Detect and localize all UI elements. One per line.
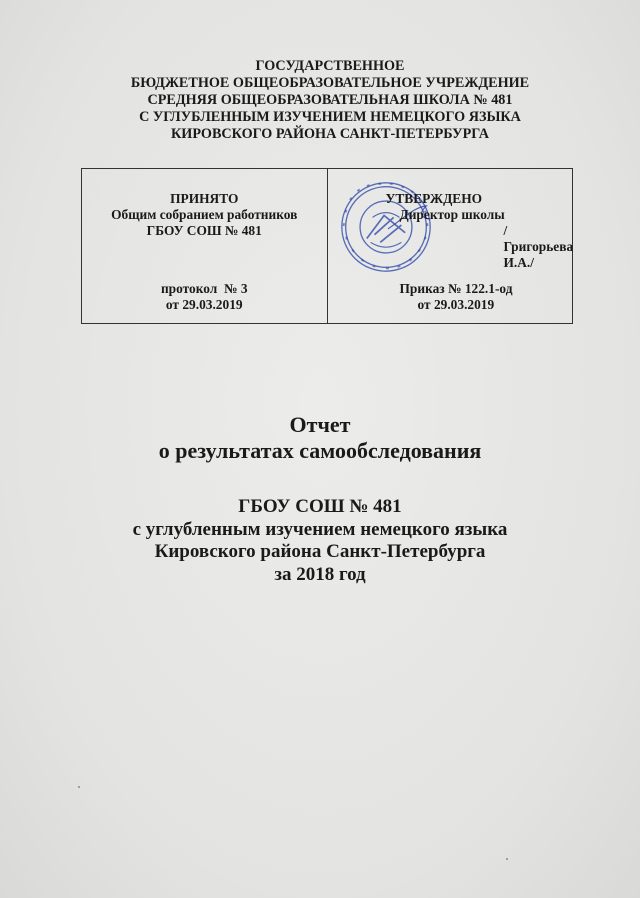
protocol-number: протокол № 3 xyxy=(160,281,248,296)
subtitle-line: за 2018 год xyxy=(274,563,366,585)
director-position: Директор школы xyxy=(399,207,505,222)
signature-name: /Григорьева И.А./ xyxy=(503,223,574,270)
accepted-by-line: ГБОУ СОШ № 481 xyxy=(146,223,262,238)
report-title xyxy=(60,412,580,464)
accepted-by-line: Общим собранием работников xyxy=(111,207,298,222)
accepted-heading: ПРИНЯТО xyxy=(170,191,239,206)
approved-heading: УТВЕРЖДЕНО xyxy=(385,191,483,206)
header-line: СРЕДНЯЯ ОБЩЕОБРАЗОВАТЕЛЬНАЯ ШКОЛА № 481 xyxy=(147,92,513,108)
organization-header xyxy=(60,58,600,143)
title-line: о результатах самообследования xyxy=(158,438,482,463)
order-date: от 29.03.2019 xyxy=(417,297,495,312)
subtitle-line: Кировского района Санкт-Петербурга xyxy=(154,541,486,562)
header-line: ГОСУДАРСТВЕННОЕ xyxy=(255,58,405,74)
scan-speck xyxy=(78,786,80,788)
scan-speck xyxy=(506,858,508,860)
report-subtitle xyxy=(60,496,580,586)
approved-cell xyxy=(327,169,573,323)
subtitle-line: ГБОУ СОШ № 481 xyxy=(238,496,402,517)
protocol-date: от 29.03.2019 xyxy=(165,297,243,312)
header-line: КИРОВСКОГО РАЙОНА САНКТ-ПЕТЕРБУРГА xyxy=(171,126,489,142)
header-line: БЮДЖЕТНОЕ ОБЩЕОБРАЗОВАТЕЛЬНОЕ УЧРЕЖДЕНИЕ xyxy=(130,75,530,91)
header-line: С УГЛУБЛЕННЫМ ИЗУЧЕНИЕМ НЕМЕЦКОГО ЯЗЫКА xyxy=(139,109,521,125)
title-line: Отчет xyxy=(289,412,351,437)
subtitle-line: с углубленным изучением немецкого языка xyxy=(132,518,508,540)
order-number: Приказ № 122.1-од xyxy=(399,281,513,296)
approval-table xyxy=(81,168,573,324)
accepted-cell xyxy=(82,169,327,323)
